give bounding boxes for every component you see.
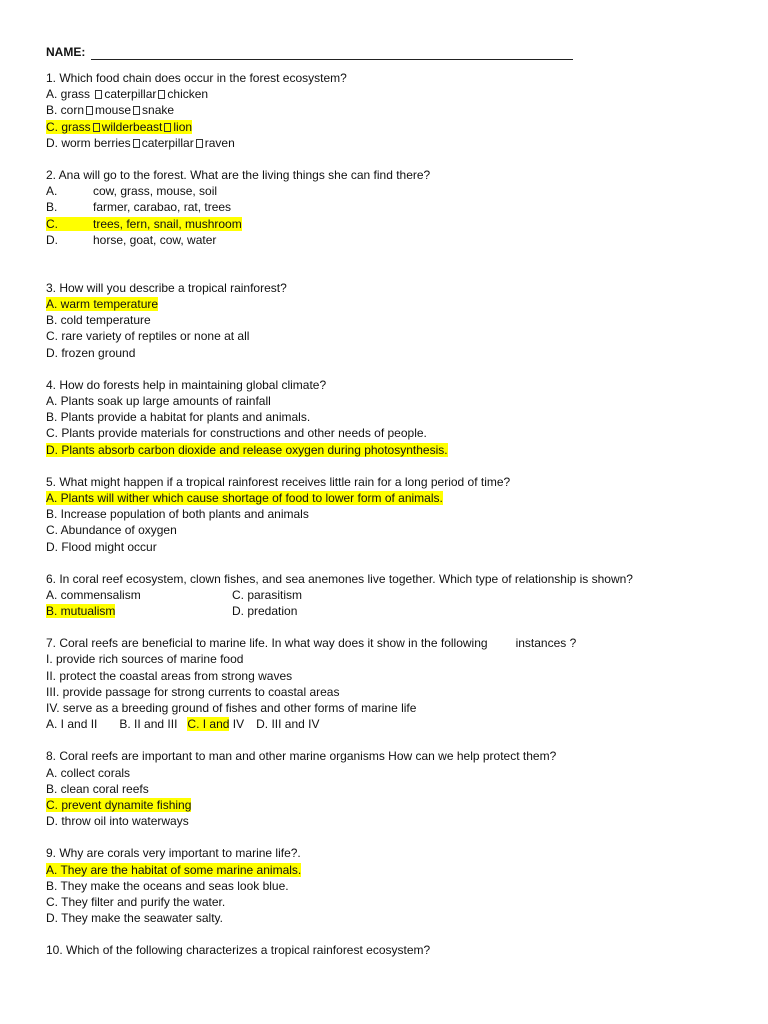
missing-glyph-icon	[133, 106, 140, 115]
question-6-text: 6. In coral reef ecosystem, clown fishes, and sea anemones live together. Which type of relationship is shown?	[46, 571, 633, 586]
question-5-option-b: B. Increase population of both plants and animals	[46, 507, 309, 522]
missing-glyph-icon	[196, 139, 203, 148]
question-1-option-b: B. corn mouse snake	[46, 103, 175, 118]
question-1-option-d: D. worm berries caterpillar raven	[46, 135, 235, 150]
question-9-text: 9. Why are corals very important to marine life?.	[46, 846, 301, 861]
question-1-option-c	[46, 119, 726, 135]
answer-highlight: A. They are the habitat of some marine animals.	[46, 862, 302, 877]
answer-highlight: B. mutualism	[46, 604, 116, 619]
question-2-option-b: B. farmer, carabao, rat, trees	[46, 200, 232, 215]
question-6-options-row-1	[46, 587, 726, 603]
question-7-text: 7. Coral reefs are beneficial to marine life. In what way does it show in the following instances ?	[46, 636, 577, 651]
question-9-option-d: D. They make the seawater salty.	[46, 911, 223, 926]
answer-highlight: A. Plants will wither which cause shortage of food to lower form of animals.	[46, 490, 443, 505]
question-8-option-b: B. clean coral reefs	[46, 781, 149, 796]
question-1	[46, 70, 726, 151]
question-9-option-b: B. They make the oceans and seas look blue.	[46, 878, 289, 893]
question-7	[46, 635, 726, 732]
question-2-option-d: D. horse, goat, cow, water	[46, 232, 217, 247]
question-6-option-d: D. predation	[232, 604, 298, 619]
question-6-option-b	[46, 603, 232, 619]
answer-highlight: C. prevent dynamite fishing	[46, 797, 192, 812]
name-row	[46, 44, 726, 60]
missing-glyph-icon	[86, 106, 93, 115]
question-6-option-a: A. commensalism	[46, 587, 141, 602]
question-8-option-c	[46, 797, 726, 813]
missing-glyph-icon	[158, 90, 165, 99]
question-4-option-c: C. Plants provide materials for constructions and other needs of people.	[46, 426, 427, 441]
question-4-option-a: A. Plants soak up large amounts of rainfall	[46, 394, 271, 408]
question-3-option-b: B. cold temperature	[46, 313, 151, 328]
missing-glyph-icon	[95, 90, 102, 99]
question-7-item-ii: II. protect the coastal areas from strong waves	[46, 668, 293, 683]
question-9-option-a	[46, 862, 726, 878]
question-6	[46, 571, 726, 620]
question-9-option-c: C. They filter and purify the water.	[46, 894, 226, 909]
question-7-option-b: B. II and III	[119, 717, 178, 732]
question-8-text: 8. Coral reefs are important to man and other marine organisms How can we help protect them?	[46, 749, 557, 764]
name-blank-line	[91, 46, 573, 60]
question-4-option-d	[46, 442, 726, 458]
answer-highlight: D. Plants absorb carbon dioxide and release oxygen during photosynthesis.	[46, 442, 448, 457]
question-3-option-d: D. frozen ground	[46, 345, 136, 360]
question-5-text: 5. What might happen if a tropical rainforest receives little rain for a long period of time?	[46, 474, 511, 489]
missing-glyph-icon	[133, 139, 140, 148]
question-10-text: 10. Which of the following characterizes a tropical rainforest ecosystem?	[46, 943, 431, 958]
question-3-option-c: C. rare variety of reptiles or none at all	[46, 329, 250, 344]
question-5-option-d: D. Flood might occur	[46, 539, 157, 554]
question-3-option-a	[46, 296, 726, 312]
question-3-text: 3. How will you describe a tropical rainforest?	[46, 280, 287, 295]
name-label: NAME:	[46, 45, 86, 59]
question-4-text: 4. How do forests help in maintaining global climate?	[46, 377, 327, 392]
answer-highlight: C. I and	[187, 717, 230, 732]
worksheet	[46, 44, 726, 974]
answer-highlight: C. trees, fern, snail, mushroom	[46, 216, 242, 231]
question-5-option-c: C. Abundance of oxygen	[46, 523, 177, 538]
question-1-option-a: A. grass caterpillar chicken	[46, 87, 209, 102]
question-7-options	[46, 716, 726, 732]
question-4	[46, 377, 726, 458]
question-7-option-d: D. III and IV	[256, 717, 320, 732]
question-7-item-iv: IV. serve as a breeding ground of fishes and other forms of marine life	[46, 701, 417, 715]
question-7-option-a: A. I and II	[46, 717, 98, 732]
answer-highlight: A. warm temperature	[46, 297, 159, 312]
question-8	[46, 748, 726, 829]
question-6-options-row-2	[46, 603, 726, 619]
question-7-item-i: I. provide rich sources of marine food	[46, 652, 244, 667]
question-7-option-c: C. I and IV	[187, 717, 245, 732]
question-6-option-c: C. parasitism	[232, 587, 303, 602]
question-2-text: 2. Ana will go to the forest. What are the living things she can find there?	[46, 167, 431, 182]
question-8-option-a: A. collect corals	[46, 765, 131, 780]
question-2	[46, 167, 726, 248]
question-3	[46, 280, 726, 361]
answer-highlight: C. grass wilderbeast lion	[46, 119, 193, 134]
question-5	[46, 474, 726, 555]
question-7-item-iii: III. provide passage for strong currents to coastal areas	[46, 684, 340, 699]
question-2-option-a: A. cow, grass, mouse, soil	[46, 184, 218, 199]
question-4-option-b: B. Plants provide a habitat for plants and animals.	[46, 410, 311, 425]
question-10	[46, 942, 726, 958]
question-5-option-a	[46, 490, 726, 506]
missing-glyph-icon	[93, 123, 100, 132]
question-8-option-d: D. throw oil into waterways	[46, 814, 189, 829]
question-9	[46, 845, 726, 926]
question-2-option-c	[46, 216, 726, 232]
missing-glyph-icon	[164, 123, 171, 132]
question-1-text: 1. Which food chain does occur in the forest ecosystem?	[46, 71, 347, 85]
